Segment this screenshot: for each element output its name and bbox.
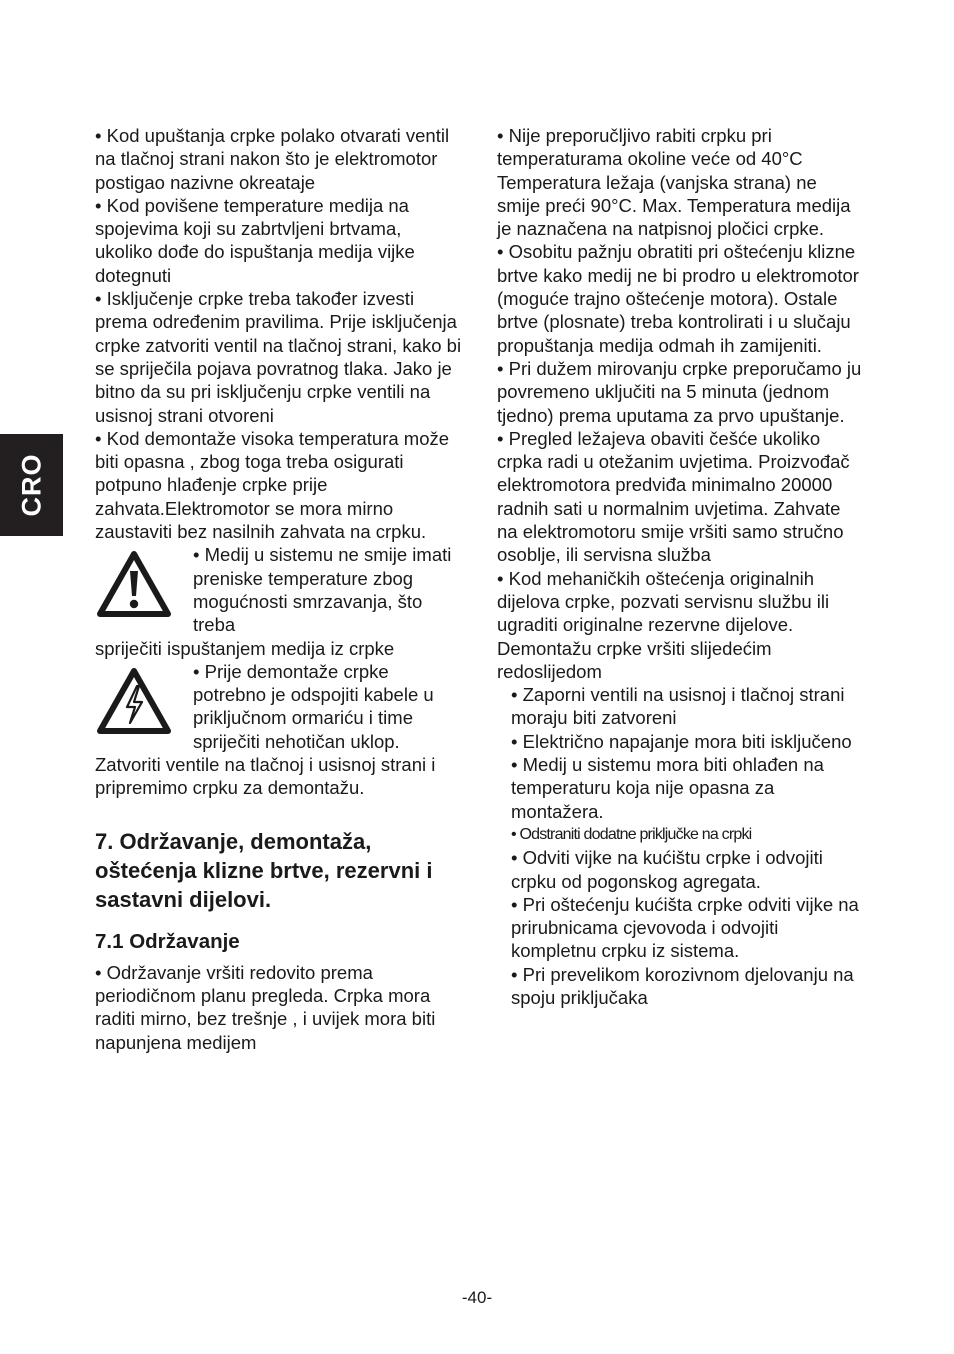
warning-block-electric: [95, 660, 463, 753]
paragraph: • Kod mehaničkih oštećenja originalnih dijelova crpke, pozvati servisnu službu ili ugraditi originalne rezervne dijelove. Demontažu crpke vršiti slijedećim redoslijedom: [497, 567, 830, 682]
subsection-heading: 7.1 Održavanje: [95, 929, 240, 953]
paragraph: • Nije preporučljivo rabiti crpku pri temperaturama okoline veće od 40°C Temperatura ležaja (vanjska strana) ne smije preći 90°C. Max. Temperatura medija je naznačena na natpisnoj pločici crpke.: [497, 125, 851, 240]
list-item: • Pri prevelikom korozivnom djelovanju na spoju priključaka: [511, 963, 854, 1008]
list-item: • Odviti vijke na kućištu crpke i odvojiti crpku od pogonskog agregata.: [511, 847, 823, 892]
paragraph: • Isključenje crpke treba također izvesti prema određenim pravilima. Prije isključenja crpke zatvoriti ventil na tlačnoj strani, kako bi se spriječila pojava povratnog tlaka. Jako je bitno da su pri isključenju crpke ventili na usisnoj strani otvoreni: [95, 288, 462, 426]
paragraph: spriječiti ispuštanjem medija iz crpke: [95, 637, 395, 659]
list-item: • Pri oštećenju kućišta crpke odviti vijke na prirubnicama cjevovoda i odvojiti kompletnu crpku iz sistema.: [511, 893, 859, 962]
left-column: [95, 124, 463, 1054]
paragraph: • Osobitu pažnju obratiti pri oštećenju klizne brtve kako medij ne bi prodro u elektromotor (moguće trajno oštećenje motora). Ostale brtve (plosnate) treba kontrolirati i u slučaju propuštanja medija odmah ih zamijeniti.: [497, 241, 859, 356]
paragraph: • Kod povišene temperature medija na spojevima koji su zabrtvljeni brtvama, ukoliko dođe do ispuštanja medija vijke dotegnuti: [95, 194, 415, 286]
paragraph: • Pregled ležajeva obaviti češće ukoliko crpka radi u otežanim uvjetima. Proizvođač elektromotora predviđa minimalno 20000 radnih sati u normalnim uvjetima. Zahvate na elektromotoru smije vršiti samo stručno osoblje, ili servisna služba: [497, 427, 850, 566]
language-tab: [0, 434, 63, 536]
warning-text: • Medij u sistemu ne smije imati preniske temperature zbog mogućnosti smrzavanja, što treba: [193, 544, 452, 636]
paragraph: • Održavanje vršiti redovito prema periodičnom planu pregleda. Crpka mora raditi mirno, bez trešnje , i uvijek mora biti napunjena medijem: [95, 961, 436, 1053]
list-item: • Električno napajanje mora biti isključeno: [511, 730, 852, 752]
list-item: • Medij u sistemu mora biti ohlađen na temperaturu koja nije opasna za montažera.: [511, 754, 824, 822]
list-item: • Odstraniti dodatne priključke na crpki: [511, 825, 752, 843]
warning-triangle-icon: [95, 549, 173, 619]
list-item: • Zaporni ventili na usisnoj i tlačnoj strani moraju biti zatvoreni: [511, 684, 845, 729]
paragraph: • Kod upuštanja crpke polako otvarati ventil na tlačnoj strani nakon što je elektromotor postigao nazivne okreataje: [95, 125, 450, 193]
warning-text: • Prije demontaže crpke potrebno je odspojiti kabele u priključnom ormariću i time spriječiti nehotičan uklop.: [193, 660, 434, 752]
right-column: [497, 124, 865, 1009]
warning-block-general: [95, 543, 463, 636]
section-heading: 7. Održavanje, demontaža, oštećenja klizne brtve, rezervni i sastavni dijelovi.: [95, 828, 433, 912]
paragraph: • Pri dužem mirovanju crpke preporučamo ju povremeno uključiti na 5 minuta (jednom tjedno) prema uputama za prvo upuštanje.: [497, 357, 862, 426]
paragraph: Zatvoriti ventile na tlačnoj i usisnoj strani i pripremimo crpku za demontažu.: [95, 754, 436, 799]
language-tab-label: CRO: [16, 453, 46, 517]
page-number: -40-: [461, 1288, 493, 1307]
paragraph: • Kod demontaže visoka temperatura može biti opasna , zbog toga treba osigurati potpuno hlađenje crpke prije zahvata.Elektromotor se mora mirno zaustaviti bez nasilnih zahvata na crpku.: [95, 427, 450, 543]
high-voltage-warning-icon: [95, 666, 173, 736]
